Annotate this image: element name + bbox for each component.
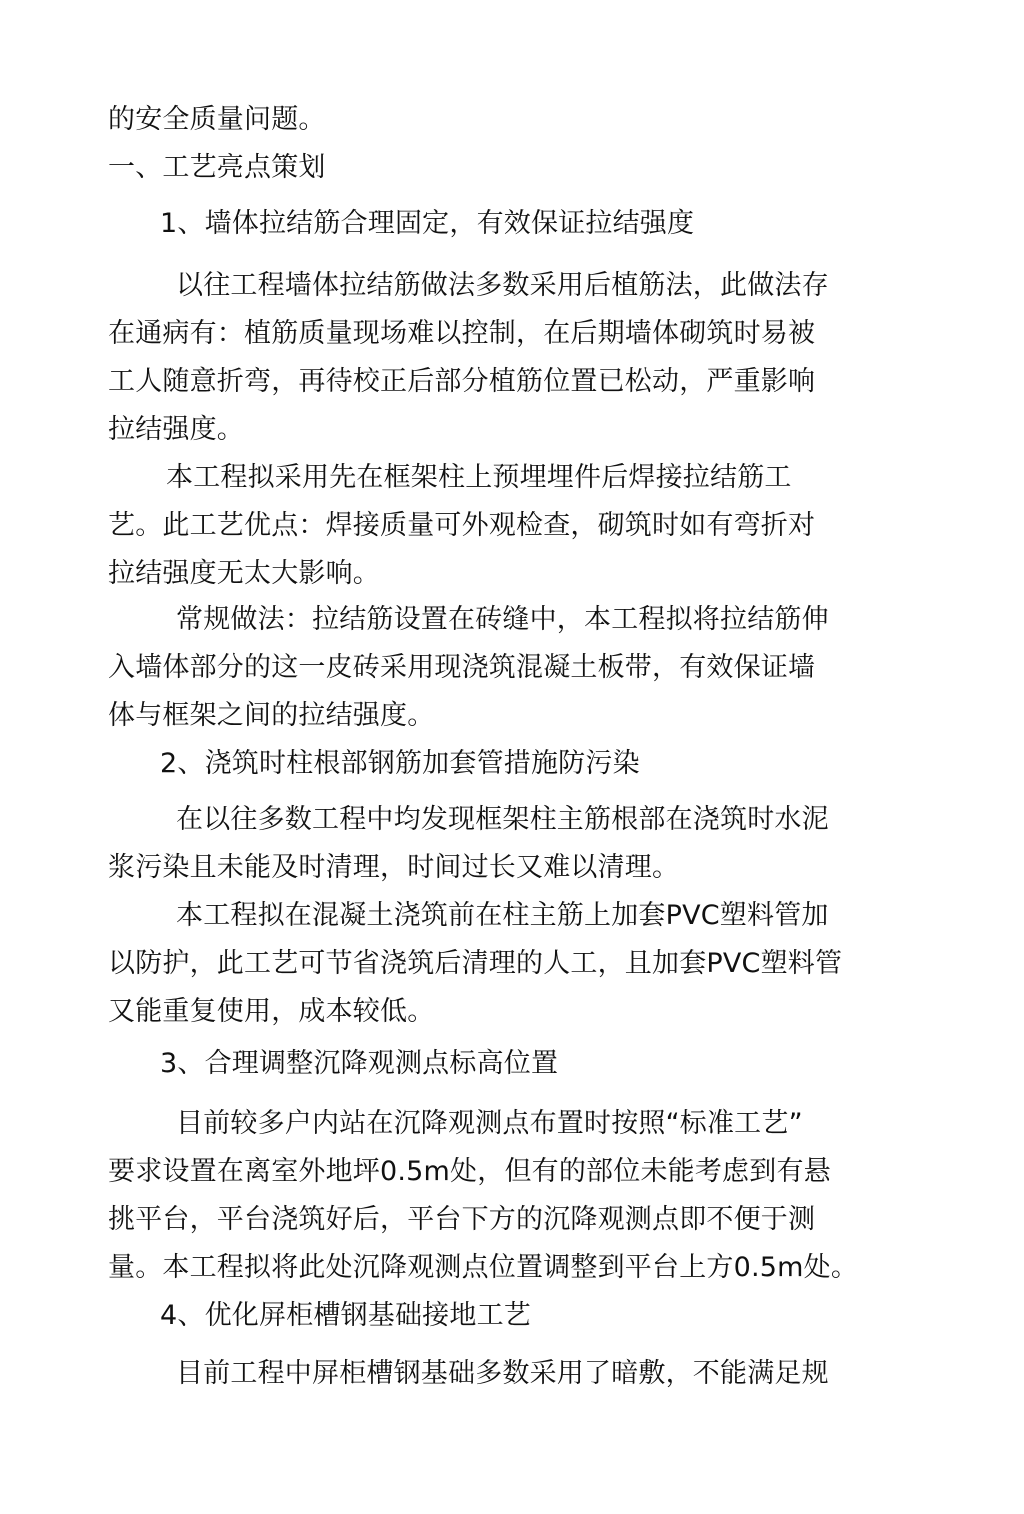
text-line: 目前工程中屏柜槽钢基础多数采用了暗敷，不能满足规 bbox=[176, 1358, 829, 1389]
text-line: 本工程拟采用先在框架柱上预埋埋件后焊接拉结筋工 bbox=[166, 462, 792, 493]
text-line: 以防护，此工艺可节省浇筑后清理的人工，且加套PVC塑料管 bbox=[108, 948, 843, 979]
section-heading: 一、工艺亮点策划 bbox=[108, 152, 326, 183]
text-line: 在以往多数工程中均发现框架柱主筋根部在浇筑时水泥 bbox=[176, 804, 829, 835]
text-line: 入墙体部分的这一皮砖采用现浇筑混凝土板带，有效保证墙 bbox=[108, 652, 816, 683]
text-line: 工人随意折弯，再待校正后部分植筋位置已松动，严重影响 bbox=[108, 366, 816, 397]
text-line: 要求设置在离室外地坪0.5m处，但有的部位未能考虑到有悬 bbox=[108, 1156, 831, 1187]
text-line: 常规做法：拉结筋设置在砖缝中，本工程拟将拉结筋伸 bbox=[176, 604, 829, 635]
text-line: 又能重复使用，成本较低。 bbox=[108, 996, 435, 1027]
text-line: 拉结强度。 bbox=[108, 414, 244, 445]
text-line: 在通病有：植筋质量现场难以控制，在后期墙体砌筑时易被 bbox=[108, 318, 816, 349]
text-line: 体与框架之间的拉结强度。 bbox=[108, 700, 435, 731]
text-line: 本工程拟在混凝土浇筑前在柱主筋上加套PVC塑料管加 bbox=[176, 900, 829, 931]
text-line: 浆污染且未能及时清理，时间过长又难以清理。 bbox=[108, 852, 680, 883]
subsection-heading: 4、优化屏柜槽钢基础接地工艺 bbox=[160, 1300, 531, 1331]
text-line: 量。本工程拟将此处沉降观测点位置调整到平台上方0.5m处。 bbox=[108, 1252, 859, 1283]
text-line: 挑平台，平台浇筑好后，平台下方的沉降观测点即不便于测 bbox=[108, 1204, 816, 1235]
text-line: 拉结强度无太大影响。 bbox=[108, 558, 380, 589]
subsection-heading: 3、合理调整沉降观测点标高位置 bbox=[160, 1048, 559, 1079]
subsection-heading: 2、浇筑时柱根部钢筋加套管措施防污染 bbox=[160, 748, 640, 779]
text-line: 以往工程墙体拉结筋做法多数采用后植筋法，此做法存 bbox=[176, 270, 829, 301]
text-line: 艺。此工艺优点：焊接质量可外观检查，砌筑时如有弯折对 bbox=[108, 510, 816, 541]
text-line: 目前较多户内站在沉降观测点布置时按照“标准工艺” bbox=[176, 1108, 803, 1139]
subsection-heading: 1、墙体拉结筋合理固定，有效保证拉结强度 bbox=[160, 208, 695, 239]
text-line: 的安全质量问题。 bbox=[108, 104, 326, 135]
